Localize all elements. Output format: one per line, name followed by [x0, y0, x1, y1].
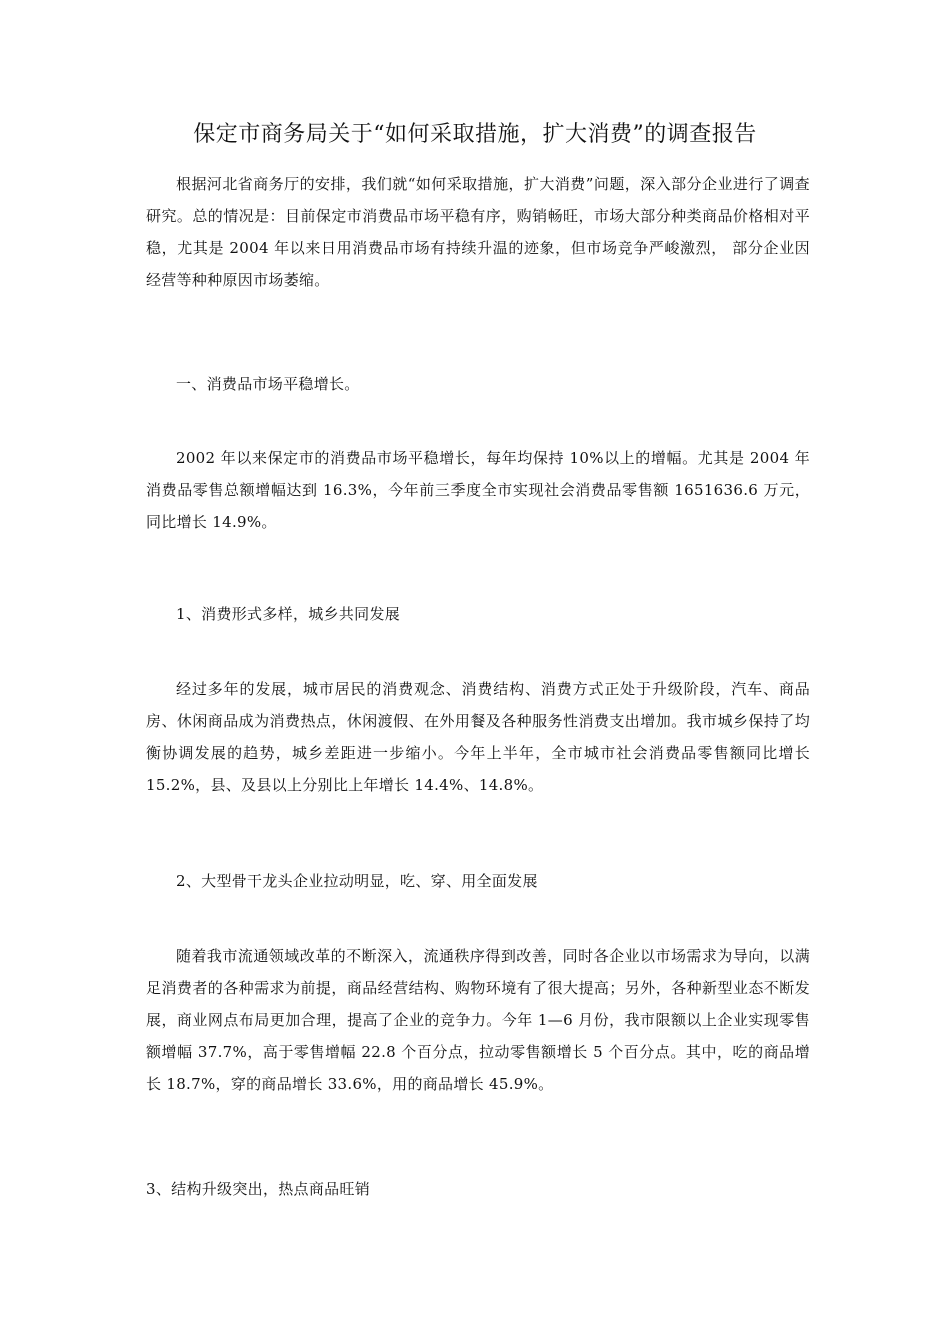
- subheading-2: 2、大型骨干龙头企业拉动明显，吃、穿、用全面发展: [176, 872, 538, 890]
- growth-paragraph: 2002 年以来保定市的消费品市场平稳增长，每年均保持 10%以上的增幅。尤其是 2004 年消费品零售总额增幅达到 16.3%，今年前三季度全市实现社会消费品零售额 1651636.6 万元，同比增长 14.9%。: [146, 449, 810, 531]
- consumption-forms-paragraph: 经过多年的发展，城市居民的消费观念、消费结构、消费方式正处于升级阶段，汽车、商品房、休闲商品成为消费热点，休闲渡假、在外用餐及各种服务性消费支出增加。我市城乡保持了均衡协调发展的趋势，城乡差距进一步缩小。今年上半年，全市城市社会消费品零售额同比增长 15.2%，县、及县以上分别比上年增长 14.4%、14.8%。: [146, 680, 810, 794]
- subheading-1: 1、消费形式多样，城乡共同发展: [176, 605, 401, 623]
- subheading-3: 3、结构升级突出，热点商品旺销: [146, 1180, 371, 1198]
- document-title: 保定市商务局关于“如何采取措施，扩大消费”的调查报告: [193, 122, 757, 147]
- enterprise-paragraph: 随着我市流通领域改革的不断深入，流通秩序得到改善，同时各企业以市场需求为导向，以满足消费者的各种需求为前提，商品经营结构、购物环境有了很大提高；另外，各种新型业态不断发展，商业网点布局更加合理，提高了企业的竞争力。今年 1—6 月份，我市限额以上企业实现零售额增幅 37.7%，高于零售增幅 22.8 个百分点，拉动零售额增长 5 个百分点。其中，吃的商品增长 18.7%，穿的商品增长 33.6%，用的商品增长 45.9%。: [146, 947, 810, 1093]
- intro-paragraph: 根据河北省商务厅的安排，我们就“如何采取措施，扩大消费”问题，深入部分企业进行了调查研究。总的情况是：目前保定市消费品市场平稳有序，购销畅旺，市场大部分种类商品价格相对平稳，尤其是 2004 年以来日用消费品市场有持续升温的迹象，但市场竞争严峻激烈， 部分企业因经营等种种原因市场萎缩。: [146, 175, 810, 289]
- section-heading-1: 一、消费品市场平稳增长。: [176, 375, 360, 393]
